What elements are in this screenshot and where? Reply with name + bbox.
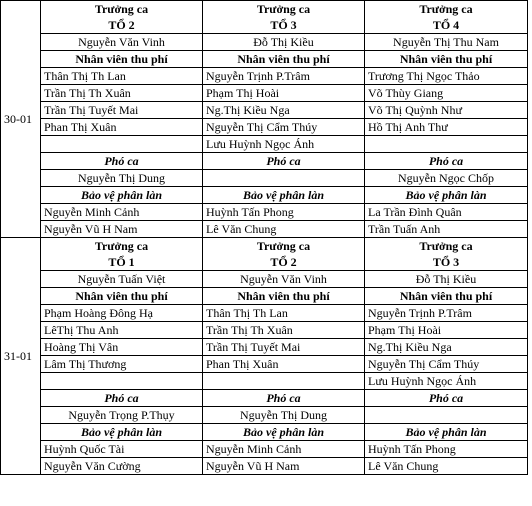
guard-section-label: Bảo vệ phân làn: [203, 187, 365, 204]
deputy-name: Nguyễn Thị Dung: [203, 407, 365, 424]
staff-name: Phạm Thị Hoài: [203, 85, 365, 102]
guard-section-label: Bảo vệ phân làn: [41, 424, 203, 441]
staff-name: Phan Thị Xuân: [41, 119, 203, 136]
shift-leader-name: Nguyễn Thị Thu Nam: [365, 34, 528, 51]
staff-section-label: Nhân viên thu phí: [41, 51, 203, 68]
staff-row: [1, 356, 528, 373]
deputy-section-label: Phó ca: [41, 153, 203, 170]
staff-name: Thân Thị Th Lan: [203, 305, 365, 322]
staff-header-row: [1, 288, 528, 305]
guard-header-row: [1, 187, 528, 204]
deputy-header-row: [1, 390, 528, 407]
staff-name: Trần Thị Tuyết Mai: [41, 102, 203, 119]
guard-section-label: Bảo vệ phân làn: [203, 424, 365, 441]
staff-name: Nguyễn Thị Cẩm Thúy: [365, 356, 528, 373]
guard-section-label: Bảo vệ phân làn: [41, 187, 203, 204]
team-name: TỔ 2: [108, 18, 135, 32]
team-name: TỔ 3: [270, 18, 297, 32]
staff-row: [1, 373, 528, 390]
staff-name: Thân Thị Th Lan: [41, 68, 203, 85]
deputy-section-label: Phó ca: [203, 390, 365, 407]
team-name: TỔ 2: [270, 255, 297, 269]
shift-schedule-body: [1, 1, 528, 475]
guard-name: Trần Tuấn Anh: [365, 221, 528, 238]
team-header: [203, 1, 365, 34]
staff-name: Ng.Thị Kiều Nga: [203, 102, 365, 119]
staff-name: Nguyễn Thị Cẩm Thúy: [203, 119, 365, 136]
staff-section-label: Nhân viên thu phí: [203, 288, 365, 305]
team-name: TỔ 4: [432, 18, 460, 32]
staff-row: [1, 102, 528, 119]
team-header-row: [1, 238, 528, 271]
shift-leader-label: Trưởng ca: [419, 2, 473, 16]
staff-name: Nguyễn Trịnh P.Trâm: [365, 305, 528, 322]
team-header-row: [1, 1, 528, 34]
shift-leader-label: Trưởng ca: [256, 239, 311, 253]
team-name: TỔ 1: [108, 255, 135, 269]
deputy-section-label: Phó ca: [41, 390, 203, 407]
guard-name: Nguyễn Vũ H Nam: [41, 221, 203, 238]
guard-row: [1, 221, 528, 238]
staff-row: [1, 68, 528, 85]
staff-row: [1, 136, 528, 153]
staff-row: [1, 305, 528, 322]
shift-date: 30-01: [1, 1, 41, 238]
shift-leader-name: Đỗ Thị Kiều: [203, 34, 365, 51]
guard-name: Nguyễn Văn Cường: [41, 458, 203, 475]
staff-section-label: Nhân viên thu phí: [41, 288, 203, 305]
staff-name: Phạm Hoàng Đông Hạ: [41, 305, 203, 322]
staff-section-label: Nhân viên thu phí: [365, 51, 528, 68]
staff-section-label: Nhân viên thu phí: [365, 288, 528, 305]
shift-leader-label: Trưởng ca: [256, 2, 311, 16]
staff-name: Phan Thị Xuân: [203, 356, 365, 373]
guard-name: Huỳnh Quốc Tài: [41, 441, 203, 458]
staff-header-row: [1, 51, 528, 68]
guard-name: Huỳnh Tấn Phong: [365, 441, 528, 458]
staff-name: Nguyễn Trịnh P.Trâm: [203, 68, 365, 85]
staff-name: [41, 373, 203, 390]
staff-name: Ng.Thị Kiều Nga: [365, 339, 528, 356]
shift-leader-name: Nguyễn Văn Vinh: [203, 271, 365, 288]
deputy-row: [1, 407, 528, 424]
deputy-header-row: [1, 153, 528, 170]
shift-leader-name: Nguyễn Tuấn Việt: [41, 271, 203, 288]
team-header: [203, 238, 365, 271]
deputy-name: Nguyễn Thị Dung: [41, 170, 203, 187]
staff-name: Trần Thị Th Xuân: [203, 322, 365, 339]
shift-date: 31-01: [1, 238, 41, 475]
staff-name: Võ Thùy Giang: [365, 85, 528, 102]
deputy-name: [365, 407, 528, 424]
deputy-section-label: Phó ca: [203, 153, 365, 170]
shift-leader-label: Trưởng ca: [419, 239, 473, 253]
guard-name: Nguyễn Vũ H Nam: [203, 458, 365, 475]
staff-name: Trần Thị Th Xuân: [41, 85, 203, 102]
shift-leader-name: Nguyễn Văn Vinh: [41, 34, 203, 51]
guard-name: Lê Văn Chung: [365, 458, 528, 475]
team-header: [365, 238, 528, 271]
staff-name: [203, 373, 365, 390]
staff-name: Hồ Thị Anh Thư: [365, 119, 528, 136]
guard-section-label: Bảo vệ phân làn: [365, 187, 528, 204]
guard-name: Nguyễn Minh Cảnh: [41, 204, 203, 221]
leader-row: [1, 271, 528, 288]
staff-name: Lưu Huỳnh Ngọc Ánh: [365, 373, 528, 390]
staff-name: Lâm Thị Thương: [41, 356, 203, 373]
team-header: [41, 238, 203, 271]
staff-name: Trần Thị Tuyết Mai: [203, 339, 365, 356]
leader-row: [1, 34, 528, 51]
team-name: TỔ 3: [432, 255, 460, 269]
staff-name: [365, 136, 528, 153]
staff-row: [1, 339, 528, 356]
staff-name: Hoàng Thị Vân: [41, 339, 203, 356]
staff-section-label: Nhân viên thu phí: [203, 51, 365, 68]
guard-name: Nguyễn Minh Cảnh: [203, 441, 365, 458]
guard-name: Huỳnh Tấn Phong: [203, 204, 365, 221]
deputy-name: Nguyễn Trọng P.Thụy: [41, 407, 203, 424]
shift-leader-name: Đỗ Thị Kiều: [365, 271, 528, 288]
staff-name: Phạm Thị Hoài: [365, 322, 528, 339]
staff-row: [1, 322, 528, 339]
guard-row: [1, 204, 528, 221]
staff-name: LêThị Thu Anh: [41, 322, 203, 339]
team-header: [41, 1, 203, 34]
staff-row: [1, 119, 528, 136]
staff-name: Võ Thị Quỳnh Như: [365, 102, 528, 119]
guard-header-row: [1, 424, 528, 441]
deputy-section-label: Phó ca: [365, 390, 528, 407]
deputy-name: [203, 170, 365, 187]
staff-row: [1, 85, 528, 102]
deputy-name: Nguyễn Ngọc Chốp: [365, 170, 528, 187]
deputy-row: [1, 170, 528, 187]
shift-leader-label: Trưởng ca: [94, 239, 149, 253]
guard-name: La Trần Đình Quân: [365, 204, 528, 221]
guard-section-label: Bảo vệ phân làn: [365, 424, 528, 441]
guard-name: Lê Văn Chung: [203, 221, 365, 238]
deputy-section-label: Phó ca: [365, 153, 528, 170]
guard-row: [1, 458, 528, 475]
staff-name: Lưu Huỳnh Ngọc Ánh: [203, 136, 365, 153]
staff-name: [41, 136, 203, 153]
team-header: [365, 1, 528, 34]
shift-leader-label: Trưởng ca: [94, 2, 149, 16]
staff-name: Trương Thị Ngọc Thảo: [365, 68, 528, 85]
guard-row: [1, 441, 528, 458]
